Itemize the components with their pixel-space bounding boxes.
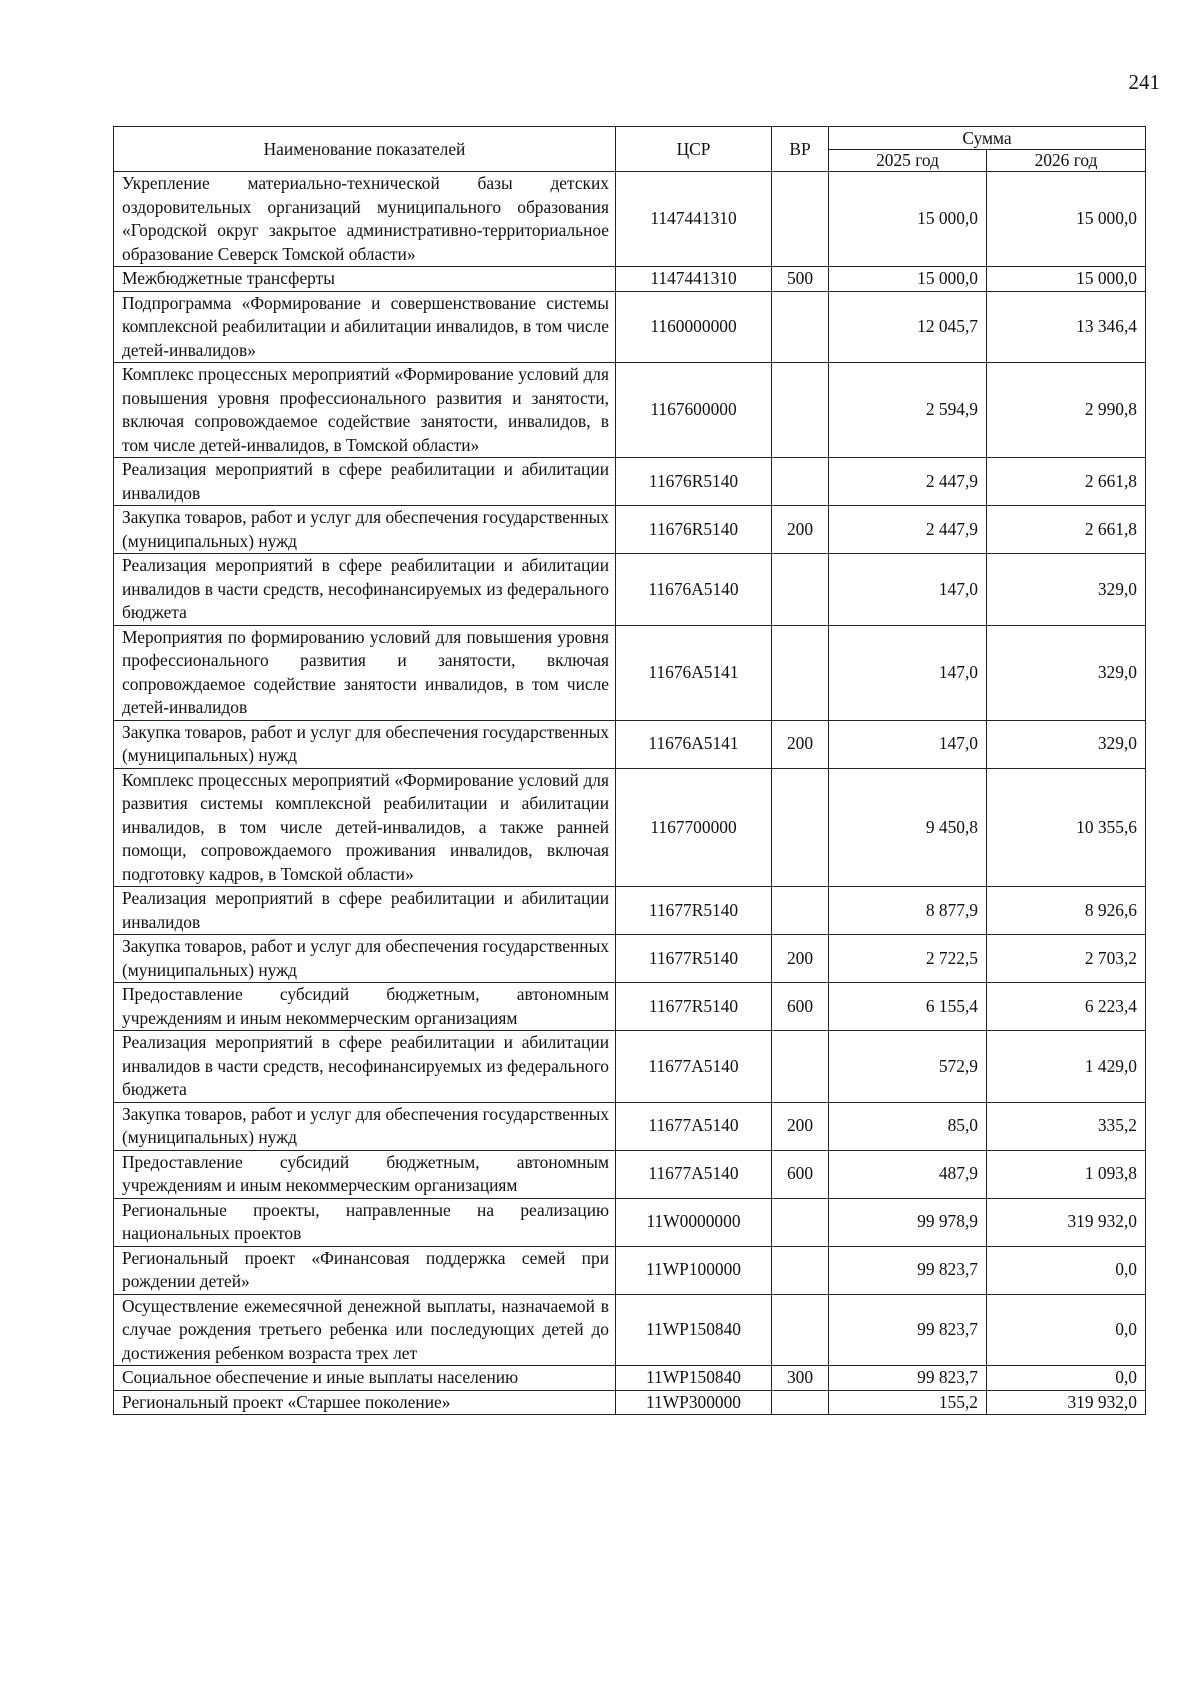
row-sum-2025: 99 823,7 [829,1366,987,1391]
row-vr [772,1198,829,1246]
table-row [114,1150,1146,1198]
row-name: Региональный проект «Старшее поколение» [114,1390,616,1415]
table-row [114,554,1146,626]
row-sum-2026: 319 932,0 [987,1390,1146,1415]
table-row [114,1031,1146,1103]
row-vr [772,291,829,363]
row-csr: 1147441310 [616,267,772,292]
row-csr: 11677R5140 [616,887,772,935]
row-sum-2025: 2 722,5 [829,935,987,983]
table-row [114,267,1146,292]
row-csr: 11WP300000 [616,1390,772,1415]
row-csr: 11676R5140 [616,506,772,554]
table-row [114,983,1146,1031]
row-sum-2026: 13 346,4 [987,291,1146,363]
row-sum-2025: 99 978,9 [829,1198,987,1246]
row-vr: 200 [772,720,829,768]
table-row [114,1102,1146,1150]
row-name: Реализация мероприятий в сфере реабилитации и абилитации инвалидов [114,887,616,935]
row-sum-2025: 147,0 [829,625,987,720]
row-sum-2026: 329,0 [987,625,1146,720]
row-csr: 11677A5140 [616,1150,772,1198]
budget-table [113,126,1146,1415]
row-name: Закупка товаров, работ и услуг для обеспечения государственных (муниципальных) нужд [114,506,616,554]
row-sum-2026: 6 223,4 [987,983,1146,1031]
row-sum-2026: 0,0 [987,1294,1146,1366]
row-name: Межбюджетные трансферты [114,267,616,292]
row-sum-2025: 487,9 [829,1150,987,1198]
row-vr [772,1031,829,1103]
table-row [114,1198,1146,1246]
header-sum: Сумма [829,127,1146,150]
table-row [114,768,1146,887]
row-name: Реализация мероприятий в сфере реабилитации и абилитации инвалидов [114,458,616,506]
row-name: Региональный проект «Финансовая поддержка семей при рождении детей» [114,1246,616,1294]
row-vr [772,172,829,267]
header-year-2025: 2025 год [829,150,987,172]
row-sum-2025: 155,2 [829,1390,987,1415]
row-sum-2026: 15 000,0 [987,267,1146,292]
row-name: Региональные проекты, направленные на реализацию национальных проектов [114,1198,616,1246]
row-vr: 600 [772,983,829,1031]
row-sum-2025: 572,9 [829,1031,987,1103]
row-csr: 11677A5140 [616,1102,772,1150]
row-sum-2025: 8 877,9 [829,887,987,935]
row-csr: 11W0000000 [616,1198,772,1246]
row-vr [772,887,829,935]
row-name: Закупка товаров, работ и услуг для обеспечения государственных (муниципальных) нужд [114,1102,616,1150]
row-vr [772,1246,829,1294]
header-year-2026: 2026 год [987,150,1146,172]
table-row [114,1366,1146,1391]
row-sum-2025: 15 000,0 [829,172,987,267]
row-vr [772,554,829,626]
row-sum-2026: 335,2 [987,1102,1146,1150]
table-row [114,291,1146,363]
row-csr: 11677A5140 [616,1031,772,1103]
table-row [114,887,1146,935]
header-csr: ЦСР [616,127,772,172]
row-name: Реализация мероприятий в сфере реабилитации и абилитации инвалидов в части средств, несофинансируемых из федерального бюджета [114,554,616,626]
row-vr [772,1390,829,1415]
row-vr: 200 [772,935,829,983]
row-vr [772,458,829,506]
table-row [114,935,1146,983]
table-row [114,1246,1146,1294]
row-sum-2026: 329,0 [987,554,1146,626]
row-name: Подпрограмма «Формирование и совершенствование системы комплексной реабилитации и абилитации инвалидов, в том числе детей-инвалидов» [114,291,616,363]
row-sum-2025: 6 155,4 [829,983,987,1031]
row-sum-2026: 2 661,8 [987,506,1146,554]
row-name: Укрепление материально-технической базы детских оздоровительных организаций муниципального образования «Городской округ закрытое административно-территориальное образование Северск Томской области» [114,172,616,267]
table-row [114,172,1146,267]
row-sum-2026: 329,0 [987,720,1146,768]
row-name: Реализация мероприятий в сфере реабилитации и абилитации инвалидов в части средств, несофинансируемых из федерального бюджета [114,1031,616,1103]
row-vr [772,768,829,887]
table-row [114,1294,1146,1366]
row-sum-2026: 10 355,6 [987,768,1146,887]
row-sum-2025: 85,0 [829,1102,987,1150]
row-csr: 11WP150840 [616,1366,772,1391]
row-sum-2025: 147,0 [829,554,987,626]
row-csr: 11676A5141 [616,625,772,720]
table-row [114,506,1146,554]
header-name: Наименование показателей [114,127,616,172]
row-csr: 11677R5140 [616,983,772,1031]
table-row [114,363,1146,458]
row-csr: 11676R5140 [616,458,772,506]
row-sum-2025: 147,0 [829,720,987,768]
row-vr: 600 [772,1150,829,1198]
row-sum-2025: 2 447,9 [829,458,987,506]
row-name: Предоставление субсидий бюджетным, автономным учреждениям и иным некоммерческим организациям [114,983,616,1031]
row-csr: 1167700000 [616,768,772,887]
row-sum-2026: 2 990,8 [987,363,1146,458]
row-sum-2026: 0,0 [987,1246,1146,1294]
row-name: Осуществление ежемесячной денежной выплаты, назначаемой в случае рождения третьего ребенка или последующих детей до достижения ребенком возраста трех лет [114,1294,616,1366]
row-csr: 11WP150840 [616,1294,772,1366]
row-sum-2026: 2 703,2 [987,935,1146,983]
row-sum-2025: 2 594,9 [829,363,987,458]
row-csr: 1160000000 [616,291,772,363]
row-vr [772,363,829,458]
row-sum-2026: 15 000,0 [987,172,1146,267]
row-name: Комплекс процессных мероприятий «Формирование условий для повышения уровня профессионального развития и занятости, включая сопровождаемое содействие занятости, инвалидов, в том числе детей-инвалидов, в Томской области» [114,363,616,458]
row-sum-2026: 1 429,0 [987,1031,1146,1103]
row-vr [772,625,829,720]
row-sum-2025: 99 823,7 [829,1246,987,1294]
header-vr: ВР [772,127,829,172]
table-row [114,458,1146,506]
page-number: 241 [1128,70,1160,94]
row-sum-2025: 15 000,0 [829,267,987,292]
row-csr: 11676A5140 [616,554,772,626]
table-row [114,625,1146,720]
row-sum-2025: 2 447,9 [829,506,987,554]
row-vr [772,1294,829,1366]
row-csr: 1147441310 [616,172,772,267]
row-sum-2025: 12 045,7 [829,291,987,363]
row-csr: 1167600000 [616,363,772,458]
row-name: Социальное обеспечение и иные выплаты населению [114,1366,616,1391]
row-sum-2025: 9 450,8 [829,768,987,887]
row-name: Предоставление субсидий бюджетным, автономным учреждениям и иным некоммерческим организациям [114,1150,616,1198]
row-name: Комплекс процессных мероприятий «Формирование условий для развития системы комплексной реабилитации и абилитации инвалидов, в том числе детей-инвалидов, а также ранней помощи, сопровождаемого проживания инвалидов, включая подготовку кадров, в Томской области» [114,768,616,887]
row-vr: 200 [772,506,829,554]
row-sum-2026: 8 926,6 [987,887,1146,935]
row-name: Закупка товаров, работ и услуг для обеспечения государственных (муниципальных) нужд [114,935,616,983]
row-sum-2025: 99 823,7 [829,1294,987,1366]
row-vr: 300 [772,1366,829,1391]
row-name: Мероприятия по формированию условий для повышения уровня профессионального развития и занятости, включая сопровождаемое содействие занятости инвалидов, в том числе детей-инвалидов [114,625,616,720]
row-sum-2026: 2 661,8 [987,458,1146,506]
row-sum-2026: 1 093,8 [987,1150,1146,1198]
row-csr: 11676A5141 [616,720,772,768]
row-sum-2026: 319 932,0 [987,1198,1146,1246]
row-csr: 11WP100000 [616,1246,772,1294]
row-name: Закупка товаров, работ и услуг для обеспечения государственных (муниципальных) нужд [114,720,616,768]
row-vr: 500 [772,267,829,292]
table-row [114,720,1146,768]
row-sum-2026: 0,0 [987,1366,1146,1391]
table-row [114,1390,1146,1415]
row-vr: 200 [772,1102,829,1150]
row-csr: 11677R5140 [616,935,772,983]
